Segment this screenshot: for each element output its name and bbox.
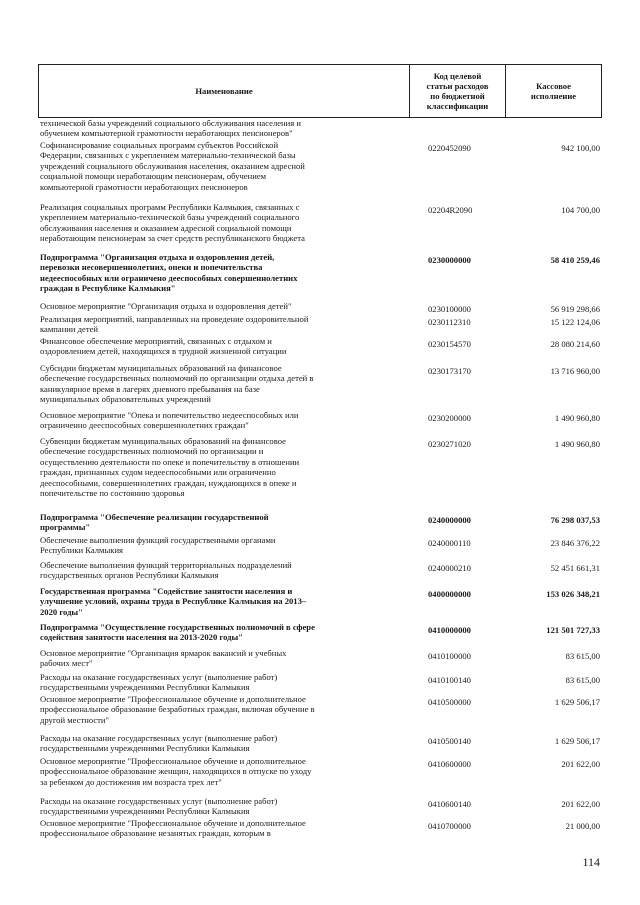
row-code: 0240000210	[428, 563, 471, 573]
row-code: 0230100000	[428, 304, 471, 314]
page-number: 114	[582, 855, 600, 869]
row-amount: 21 000,00	[565, 821, 600, 831]
row-code: 0410700000	[428, 821, 471, 831]
row-name: Обеспечение выполнения функций государственными органами Республики Калмыкия	[40, 535, 276, 556]
row-code: 0410600000	[428, 759, 471, 769]
row-amount: 28 080 214,60	[550, 339, 600, 349]
header-code-label: Код целевой статьи расходов по бюджетной классификации	[426, 71, 489, 111]
row-name: Финансовое обеспечение мероприятий, связанных с отдыхом и оздоровлением детей, находящихся в трудной жизненной ситуации	[40, 336, 287, 357]
row-amount: 15 122 124,06	[550, 317, 600, 327]
row-code: 0410100000	[428, 651, 471, 661]
row-code: 0410500000	[428, 697, 471, 707]
row-code: 0410600140	[428, 799, 471, 809]
header-amount-column	[505, 64, 602, 118]
row-name: Расходы на оказание государственных услуг (выполнение работ) государственными учреждениями Республики Калмыкия	[40, 733, 278, 754]
header-name-label: Наименование	[195, 86, 253, 96]
row-amount: 56 919 298,66	[550, 304, 600, 314]
header-amount-label: Кассовое исполнение	[530, 81, 577, 101]
row-code: 02204R2090	[428, 205, 473, 215]
row-name: Основное мероприятие "Организация отдыха и оздоровления детей"	[40, 301, 292, 311]
row-amount: 83 615,00	[565, 651, 600, 661]
row-amount: 153 026 348,21	[546, 589, 600, 599]
row-name: технической базы учреждений социального обслуживания населения и обучением компьютерной грамотности неработающих пенсионеров"	[40, 118, 301, 139]
row-code: 0240000110	[428, 538, 471, 548]
row-name: Основное мероприятие "Опека и попечительство недееспособных или ограниченно дееспособных совершеннолетних граждан"	[40, 410, 299, 431]
row-name: Обеспечение выполнения функций территориальных подразделений государственных органов Республики Калмыкия	[40, 560, 292, 581]
row-amount: 942 100,00	[561, 143, 600, 153]
row-amount: 1 490 960,80	[554, 439, 600, 449]
row-amount: 13 716 960,00	[550, 366, 600, 376]
row-amount: 23 846 376,22	[550, 538, 600, 548]
row-name: Софинансирование социальных программ субъектов Российской Федерации, связанных с укреплением материально-технической базы учреждений социального обслуживания населения, оказанием адресной социальной помощи неработающим пенсионерам, обучением компьютерной грамотности неработающих пенсионеров	[40, 140, 305, 192]
row-code: 0410500140	[428, 736, 471, 746]
row-name: Подпрограмма "Организация отдыха и оздоровления детей, перевозки несовершеннолетних, опеки и попечительства недееспособных или ограничено дееспособных совершеннолетних граждан в Республике Калмыкия"	[40, 252, 298, 294]
row-amount: 83 615,00	[565, 675, 600, 685]
row-name: Субвенции бюджетам муниципальных образований на финансовое обеспечение государственных полномочий по организации и осуществлению деятельности по опеке и попечительству в отношении граждан, признанных судом недееспособными или ограниченно дееспособными, совершеннолетних граждан, нуждающихся в опеке и попечительстве по состоянию здоровья	[40, 436, 300, 499]
row-amount: 201 622,00	[561, 759, 600, 769]
row-code: 0230200000	[428, 413, 471, 423]
row-name: Подпрограмма "Обеспечение реализации государственной программы"	[40, 512, 269, 533]
row-name: Основное мероприятие "Профессиональное обучение и дополнительное профессиональное образование незанятых граждан, которым в	[40, 818, 306, 839]
row-name: Подпрограмма "Осуществление государственных полномочий в сфере содействия занятости населения на 2013-2020 годы"	[40, 622, 315, 643]
row-name: Государственная программа "Содействие занятости населения и улучшение условий, охраны труда в Республике Калмыкия на 2013– 2020 годы"	[40, 586, 307, 617]
row-code: 0400000000	[428, 589, 471, 599]
row-name: Реализация мероприятий, направленных на проведение оздоровительной кампании детей	[40, 314, 309, 335]
row-code: 0410100140	[428, 675, 471, 685]
row-name: Основное мероприятие "Профессиональное обучение и дополнительное профессиональное образование безработных граждан, включая обучение в другой местности"	[40, 694, 315, 725]
header-code-column	[409, 64, 506, 118]
row-code: 0230173170	[428, 366, 471, 376]
row-code: 0410000000	[428, 625, 471, 635]
row-amount: 58 410 259,46	[550, 255, 600, 265]
row-code: 0240000000	[428, 515, 471, 525]
row-name: Реализация социальных программ Республики Калмыкия, связанных с укреплением материально-технической базы учреждений социального обслуживания населения и оказанием адресной социальной помощи неработающим пенсионерам за счет средств республиканского бюджета	[40, 202, 305, 244]
row-amount: 1 490 960,80	[554, 413, 600, 423]
row-amount: 1 629 506,17	[554, 736, 600, 746]
row-name: Субсидии бюджетам муниципальных образований на финансовое обеспечение государственных полномочий по организации отдыха детей в каникулярное время в лагерях дневного пребывания на базе муниципальных образовательных учреждений	[40, 363, 314, 405]
row-name: Основное мероприятие "Профессиональное обучение и дополнительное профессиональное образование женщин, находящихся в отпуске по уходу за ребенком до достижения им возраста трех лет"	[40, 756, 312, 787]
row-amount: 104 700,00	[561, 205, 600, 215]
row-amount: 201 622,00	[561, 799, 600, 809]
row-code: 0230000000	[428, 255, 471, 265]
header-name-column	[38, 64, 410, 118]
row-name: Расходы на оказание государственных услуг (выполнение работ) государственными учреждениями Республики Калмыкия	[40, 672, 278, 693]
row-code: 0230154570	[428, 339, 471, 349]
row-amount: 76 298 037,53	[550, 515, 600, 525]
row-amount: 121 501 727,33	[546, 625, 600, 635]
row-name: Расходы на оказание государственных услуг (выполнение работ) государственными учреждениями Республики Калмыкия	[40, 796, 278, 817]
row-code: 0220452090	[428, 143, 471, 153]
row-code: 0230112310	[428, 317, 471, 327]
row-name: Основное мероприятие "Организация ярмарок вакансий и учебных рабочих мест"	[40, 648, 287, 669]
row-code: 0230271020	[428, 439, 471, 449]
row-amount: 52 451 661,31	[550, 563, 600, 573]
row-amount: 1 629 506,17	[554, 697, 600, 707]
